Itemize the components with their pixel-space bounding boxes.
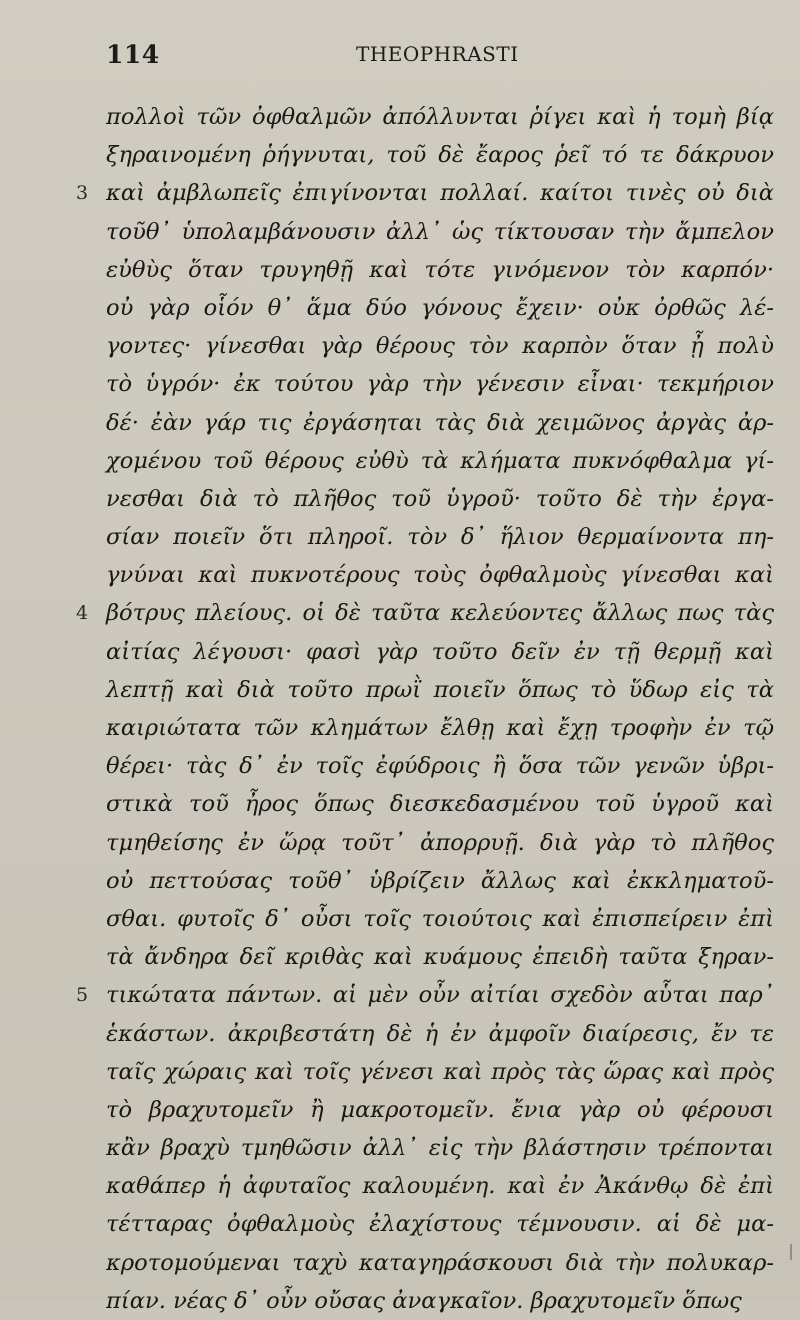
text-line bbox=[106, 1015, 774, 1053]
section-number: 5 bbox=[76, 984, 89, 1007]
section-number: 3 bbox=[76, 182, 89, 205]
text-line bbox=[106, 1091, 774, 1129]
line-text: καὶ ἀμβλωπεῖς ἐπιγίνονται πολλαί. καίτοι τινὲς οὐ διὰ bbox=[106, 180, 774, 207]
text-line bbox=[106, 556, 774, 594]
text-line bbox=[106, 327, 774, 365]
line-text: οὐ γὰρ οἷόν θ᾽ ἅμα δύο γόνους ἔχειν· οὐκ ὀρθῶς λέ- bbox=[106, 294, 774, 321]
text-line bbox=[106, 213, 774, 251]
line-text: γοντες· γίνεσθαι γὰρ θέρους τὸν καρπὸν ὅταν ᾖ πολὺ bbox=[106, 333, 774, 360]
line-text: τμηθείσης ἐν ὥρᾳ τοῦτ᾽ ἀπορρυῇ. διὰ γὰρ τὸ πλῆθος bbox=[106, 829, 774, 856]
text-line bbox=[76, 594, 774, 632]
line-text: τὸ ὑγρόν· ἐκ τούτου γὰρ τὴν γένεσιν εἶναι· τεκμήριον bbox=[106, 371, 774, 398]
line-text: οὐ πεττούσας τοῦθ᾽ ὑβρίζειν ἄλλως καὶ ἐκκληματοῦ- bbox=[106, 867, 774, 894]
line-text: αἰτίας λέγουσι· φασὶ γὰρ τοῦτο δεῖν ἐν τῇ θερμῇ καὶ bbox=[106, 638, 774, 665]
line-text: κροτομούμεναι ταχὺ καταγηράσκουσι διὰ τὴν πολυκαρ- bbox=[106, 1249, 774, 1276]
line-text: ταῖς χώραις καὶ τοῖς γένεσι καὶ πρὸς τὰς ὥρας καὶ πρὸς bbox=[106, 1058, 774, 1085]
line-text: σθαι. φυτοῖς δ᾽ οὖσι τοῖς τοιούτοις καὶ ἐπισπείρειν ἐπὶ bbox=[106, 905, 774, 932]
line-text: εὐθὺς ὅταν τρυγηθῇ καὶ τότε γινόμενον τὸν καρπόν· bbox=[106, 256, 774, 283]
line-text: τέτταρας ὀφθαλμοὺς ἐλαχίστους τέμνουσιν. αἱ δὲ μα- bbox=[106, 1211, 774, 1238]
text-line bbox=[106, 365, 774, 403]
line-text: λεπτῇ καὶ διὰ τοῦτο πρωῒ ποιεῖν ὅπως τὸ ὕδωρ εἰς τὰ bbox=[106, 676, 774, 703]
text-line bbox=[106, 480, 774, 518]
text-line bbox=[106, 442, 774, 480]
line-text: στικὰ τοῦ ἦρος ὅπως διεσκεδασμένου τοῦ ὑγροῦ καὶ bbox=[106, 791, 774, 818]
line-text: ξηραινομένη ῥήγνυται, τοῦ δὲ ἔαρος ῥεῖ τό τε δάκρυον bbox=[106, 142, 774, 169]
page-edge-mark bbox=[790, 1244, 792, 1260]
line-text: θέρει· τὰς δ᾽ ἐν τοῖς ἐφύδροις ἢ ὅσα τῶν γενῶν ὑβρι- bbox=[106, 753, 774, 780]
text-line bbox=[106, 1205, 774, 1243]
line-text: κἂν βραχὺ τμηθῶσιν ἀλλ᾽ εἰς τὴν βλάστησιν τρέπονται bbox=[106, 1135, 774, 1162]
text-line bbox=[106, 136, 774, 174]
text-line bbox=[106, 709, 774, 747]
text-line bbox=[106, 938, 774, 976]
line-text: καθάπερ ἡ ἀφυταῖος καλουμένη. καὶ ἐν Ἀκάνθῳ δὲ ἐπὶ bbox=[106, 1173, 774, 1200]
text-line bbox=[106, 785, 774, 823]
greek-text-body bbox=[76, 98, 774, 1320]
text-line bbox=[106, 671, 774, 709]
page-header bbox=[0, 40, 800, 80]
line-text: τοῦθ᾽ ὑπολαμβάνουσιν ἀλλ᾽ ὡς τίκτουσαν τὴν ἄμπελον bbox=[106, 218, 774, 245]
text-line bbox=[106, 900, 774, 938]
text-line bbox=[106, 1244, 774, 1282]
line-text: ἑκάστων. ἀκριβεστάτη δὲ ἡ ἐν ἀμφοῖν διαίρεσις, ἔν τε bbox=[106, 1020, 774, 1047]
line-text: σίαν ποιεῖν ὅτι πληροῖ. τὸν δ᾽ ἥλιον θερμαίνοντα πη- bbox=[106, 524, 774, 551]
text-line bbox=[106, 404, 774, 442]
line-text: τικώτατα πάντων. αἱ μὲν οὖν αἰτίαι σχεδὸν αὗται παρ᾽ bbox=[106, 982, 774, 1009]
line-text: τὰ ἄνδηρα δεῖ κριθὰς καὶ κυάμους ἐπειδὴ ταῦτα ξηραν- bbox=[106, 944, 774, 971]
line-text: βότρυς πλείους. οἱ δὲ ταῦτα κελεύοντες ἄλλως πως τὰς bbox=[106, 600, 774, 627]
line-text: δέ· ἐὰν γάρ τις ἐργάσηται τὰς διὰ χειμῶνος ἀργὰς ἀρ- bbox=[106, 409, 774, 436]
text-line bbox=[76, 174, 774, 212]
line-text: χομένου τοῦ θέρους εὐθὺ τὰ κλήματα πυκνόφθαλμα γί- bbox=[106, 447, 774, 474]
section-number: 4 bbox=[76, 602, 89, 625]
text-line bbox=[106, 1167, 774, 1205]
text-line bbox=[106, 518, 774, 556]
page-number: 114 bbox=[106, 40, 160, 69]
text-line bbox=[106, 824, 774, 862]
line-text: πίαν. νέας δ᾽ οὖν οὔσας ἀναγκαῖον. βραχυτομεῖν ὅπως bbox=[106, 1287, 742, 1314]
text-line bbox=[106, 1129, 774, 1167]
text-line bbox=[106, 633, 774, 671]
text-line bbox=[106, 98, 774, 136]
line-text: νεσθαι διὰ τὸ πλῆθος τοῦ ὑγροῦ· τοῦτο δὲ τὴν ἐργα- bbox=[106, 485, 774, 512]
line-text: γνύναι καὶ πυκνοτέρους τοὺς ὀφθαλμοὺς γίνεσθαι καὶ bbox=[106, 562, 774, 589]
text-line bbox=[106, 289, 774, 327]
line-text: τὸ βραχυτομεῖν ἢ μακροτομεῖν. ἔνια γὰρ οὐ φέρουσι bbox=[106, 1096, 774, 1123]
line-text: πολλοὶ τῶν ὀφθαλμῶν ἀπόλλυνται ῥίγει καὶ ἡ τομὴ βίᾳ bbox=[106, 104, 774, 130]
running-title: THEOPHRASTI bbox=[356, 42, 519, 66]
text-line bbox=[106, 747, 774, 785]
text-line bbox=[106, 862, 774, 900]
text-line bbox=[106, 1053, 774, 1091]
text-line bbox=[106, 251, 774, 289]
line-text: καιριώτατα τῶν κλημάτων ἔλθῃ καὶ ἔχῃ τροφὴν ἐν τῷ bbox=[106, 715, 774, 741]
text-line bbox=[76, 976, 774, 1014]
